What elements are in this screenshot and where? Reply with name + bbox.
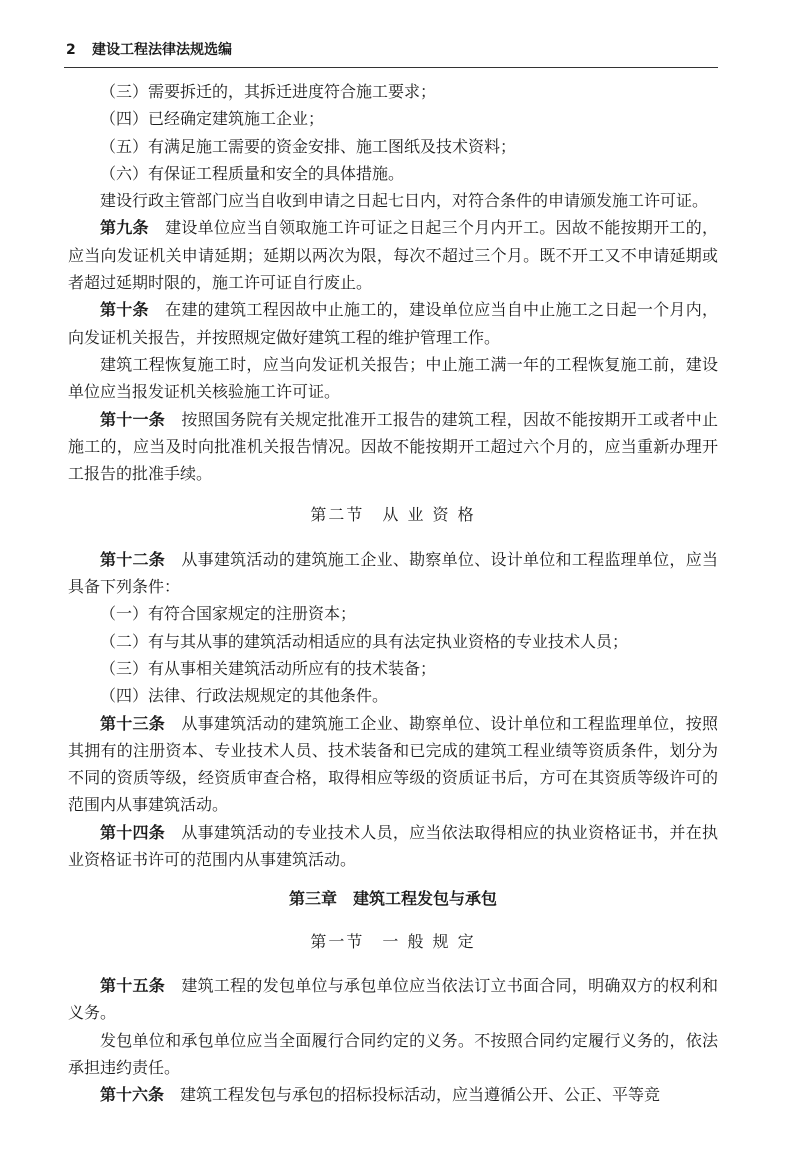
article-14 bbox=[68, 819, 718, 874]
chapter-heading: 第三章 建筑工程发包与承包 bbox=[288, 889, 497, 909]
list-item: （四）已经确定建筑施工企业； bbox=[100, 109, 325, 129]
article-15 bbox=[68, 972, 718, 1027]
list-item: （三）需要拆迁的，其拆迁进度符合施工要求； bbox=[100, 82, 437, 101]
paragraph: 建设行政主管部门应当自收到申请之日起七日内，对符合条件的申请颁发施工许可证。 bbox=[100, 191, 709, 211]
article-label: 第十五条 bbox=[100, 975, 166, 995]
article-text: 从事建筑活动的专业技术人员，应当依法取得相应的执业资格证书，并在执业资格证书许可的范围内从事建筑活动。 bbox=[68, 822, 718, 870]
article-label: 第九条 bbox=[100, 218, 149, 238]
page-body bbox=[68, 78, 718, 1108]
section-heading: 第二节 从 业 资 格 bbox=[310, 505, 476, 525]
article-label: 第十六条 bbox=[100, 1085, 165, 1105]
list-item: （四）法律、行政法规规定的其他条件。 bbox=[100, 686, 389, 706]
article-text: 按照国务院有关规定批准开工报告的建筑工程，因故不能按期开工或者中止施工的，应当及时向批准机关报告情况。因故不能按期开工超过六个月的，应当重新办理开工报告的批准手续。 bbox=[68, 409, 718, 484]
article-16 bbox=[68, 1081, 718, 1108]
section-heading: 第一节 一 般 规 定 bbox=[310, 931, 476, 951]
article-label: 第十条 bbox=[100, 300, 149, 320]
page-number: 2 bbox=[66, 42, 76, 58]
article-12 bbox=[68, 546, 718, 601]
article-13 bbox=[68, 710, 718, 819]
list-item: （二）有与其从事的建筑活动相适应的具有法定执业资格的专业技术人员； bbox=[100, 631, 629, 651]
article-text: 从事建筑活动的建筑施工企业、勘察单位、设计单位和工程监理单位，按照其拥有的注册资本、专业技术人员、技术装备和已完成的建筑工程业绩等资质条件，划分为不同的资质等级，经资质审查合格，取得相应等级的资质证书后，方可在其资质等级许可的范围内从事建筑活动。 bbox=[68, 713, 718, 815]
article-text: 建筑工程的发包单位与承包单位应当依法订立书面合同，明确双方的权利和义务。 bbox=[68, 975, 718, 1023]
article-text: 建筑工程发包与承包的招标投标活动，应当遵循公开、公正、平等竞 bbox=[180, 1085, 661, 1105]
book-title: 建设工程法律法规选编 bbox=[92, 42, 232, 58]
list-item: （三）有从事相关建筑活动所应有的技术装备； bbox=[100, 658, 437, 678]
article-10 bbox=[68, 296, 718, 351]
article-label: 第十三条 bbox=[100, 713, 166, 733]
article-11 bbox=[68, 406, 718, 488]
article-9 bbox=[68, 214, 718, 296]
article-text: 建设单位应当自领取施工许可证之日起三个月内开工。因故不能按期开工的，应当向发证机关申请延期；延期以两次为限，每次不超过三个月。既不开工又不申请延期或者超过延期时限的，施工许可证自行废止。 bbox=[68, 218, 718, 293]
article-label: 第十一条 bbox=[100, 409, 166, 429]
article-label: 第十二条 bbox=[100, 549, 166, 569]
paragraph: 建筑工程恢复施工时，应当向发证机关报告；中止施工满一年的工程恢复施工前，建设单位应当报发证机关核验施工许可证。 bbox=[68, 354, 718, 402]
article-text: 从事建筑活动的建筑施工企业、勘察单位、设计单位和工程监理单位，应当具备下列条件： bbox=[68, 549, 718, 597]
list-item: （六）有保证工程质量和安全的具体措施。 bbox=[100, 163, 405, 183]
list-item: （五）有满足施工需要的资金安排、施工图纸及技术资料； bbox=[100, 136, 517, 156]
header-rule bbox=[64, 67, 718, 68]
paragraph: 发包单位和承包单位应当全面履行合同约定的义务。不按照合同约定履行义务的，依法承担违约责任。 bbox=[68, 1030, 718, 1077]
page-header bbox=[66, 40, 716, 60]
article-label: 第十四条 bbox=[100, 822, 166, 842]
article-text: 在建的建筑工程因故中止施工的，建设单位应当自中止施工之日起一个月内，向发证机关报告，并按照规定做好建筑工程的维护管理工作。 bbox=[68, 300, 718, 347]
list-item: （一）有符合国家规定的注册资本； bbox=[100, 604, 357, 624]
